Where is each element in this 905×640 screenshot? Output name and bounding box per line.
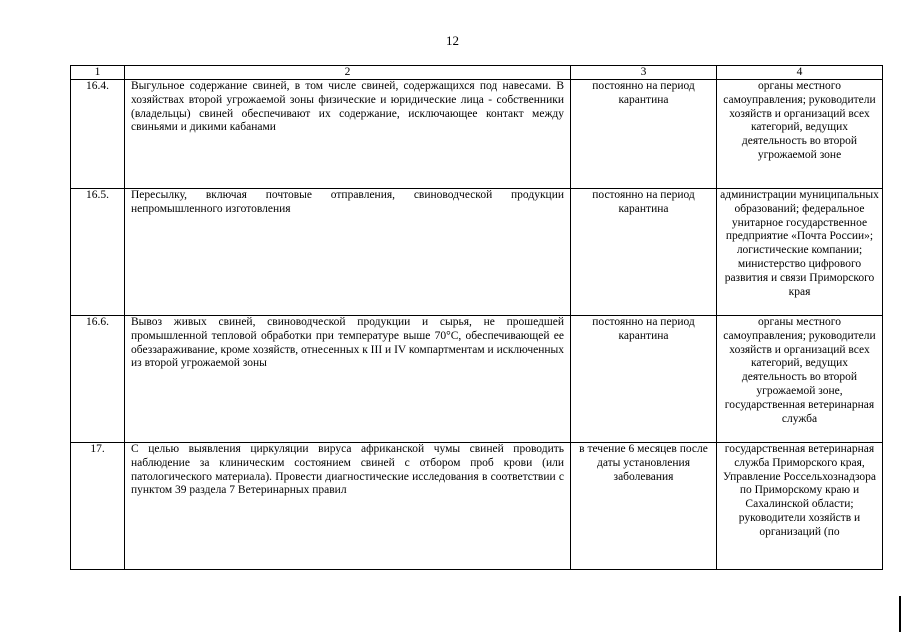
table-row xyxy=(71,189,883,316)
table-row xyxy=(71,80,883,189)
row-responsible: государственная ветеринарная служба Приморского края, Управление Россельхознадзора по Приморскому краю и Сахалинской области; руководители хозяйств и организаций (по xyxy=(717,443,883,570)
row-term: постоянно на период карантина xyxy=(571,80,717,189)
row-number: 16.6. xyxy=(71,316,125,443)
row-description: Вывоз живых свиней, свиноводческой продукции и сырья, не прошедшей промышленной тепловой обработки при температуре выше 70°С, обеспечивающей ее обеззараживание, кроме хозяйств, отнесенных к III и IV компартментам и исключенных из второй угрожаемой зоны xyxy=(125,316,571,443)
row-term: в течение 6 месяцев после даты установления заболевания xyxy=(571,443,717,570)
row-description: Выгульное содержание свиней, в том числе свиней, содержащихся под навесами. В хозяйствах второй угрожаемой зоны физические и юридические лица - собственники (владельцы) свиней обеспечивают их содержание, исключающее контакт между свиньями и дикими кабанами xyxy=(125,80,571,189)
column-header-number: 1 xyxy=(71,66,125,80)
page-edge-mark xyxy=(899,596,901,632)
row-number: 17. xyxy=(71,443,125,570)
row-description: С целью выявления циркуляции вируса африканской чумы свиней проводить наблюдение за клиническим состоянием свиней с отбором проб крови (или патологического материала). Провести диагностические исследования в соответствии с пунктом 39 раздела 7 Ветеринарных правил xyxy=(125,443,571,570)
measures-table xyxy=(70,65,883,570)
row-number: 16.5. xyxy=(71,189,125,316)
column-header-responsible: 4 xyxy=(717,66,883,80)
table-row xyxy=(71,316,883,443)
header-row xyxy=(71,66,883,80)
row-number: 16.4. xyxy=(71,80,125,189)
row-term: постоянно на период карантина xyxy=(571,316,717,443)
column-header-term: 3 xyxy=(571,66,717,80)
row-responsible: органы местного самоуправления; руководители хозяйств и организаций всех категорий, ведущих деятельность во второй угрожаемой зоне xyxy=(717,80,883,189)
table-row xyxy=(71,443,883,570)
row-responsible: администрации муниципальных образований; федеральное унитарное государственное предприятие «Почта России»; логистические компании; министерство цифрового развития и связи Приморского края xyxy=(717,189,883,316)
row-term: постоянно на период карантина xyxy=(571,189,717,316)
page-number: 12 xyxy=(446,33,459,48)
column-header-description: 2 xyxy=(125,66,571,80)
row-responsible: органы местного самоуправления; руководители хозяйств и организаций всех категорий, ведущих деятельность во второй угрожаемой зоне, государственная ветеринарная служба xyxy=(717,316,883,443)
row-description: Пересылку, включая почтовые отправления, свиноводческой продукции непромышленного изготовления xyxy=(125,189,571,316)
